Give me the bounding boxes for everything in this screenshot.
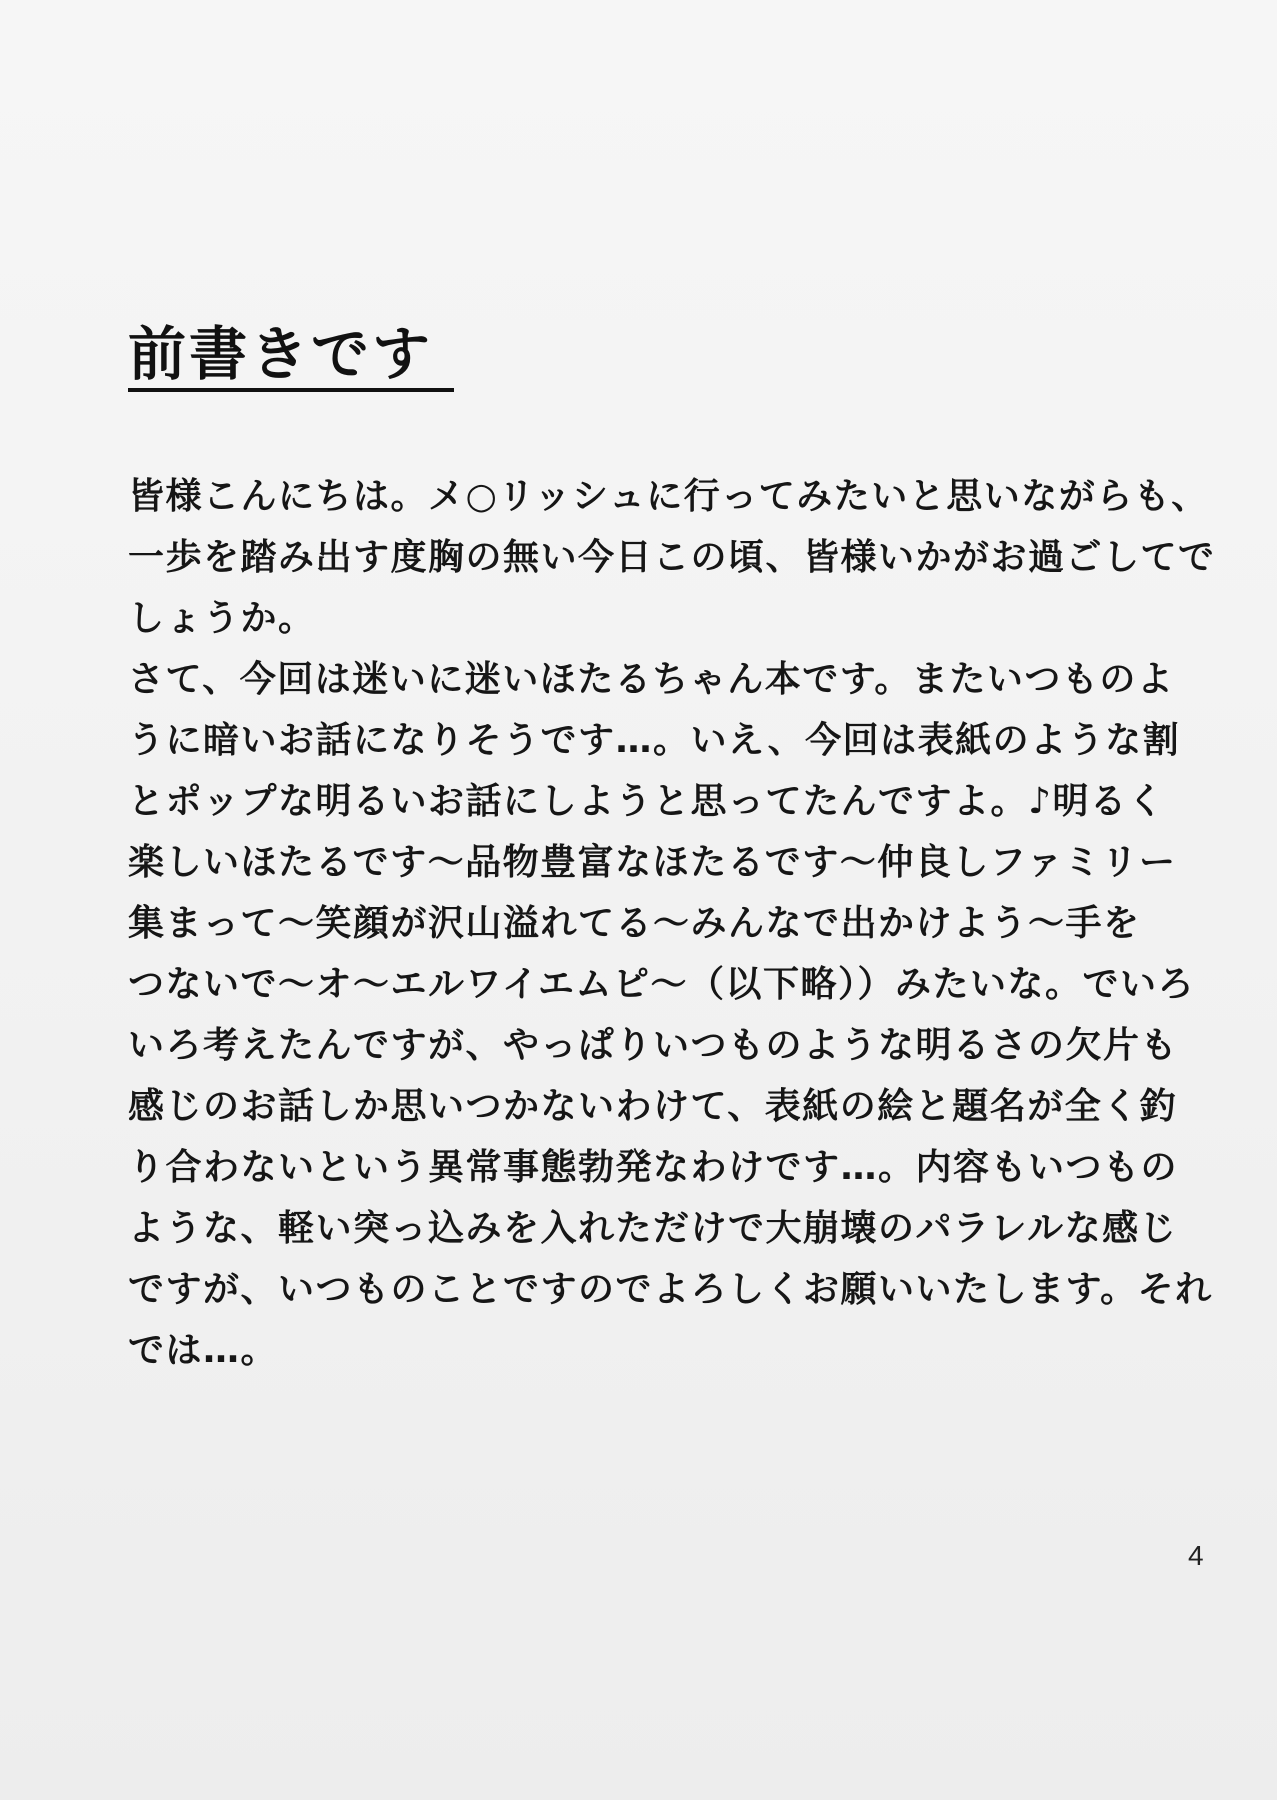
text-line: つないで～オ～エルワイエムピ～（以下略））みたいな。でいろ bbox=[128, 964, 1195, 1005]
text-line: 感じのお話しか思いつかないわけて、表紙の絵と題名が全く釣 bbox=[128, 1086, 1178, 1127]
text-line: いろ考えたんですが、やっぱりいつものような明るさの欠片も bbox=[128, 1025, 1179, 1066]
text-line: では…。 bbox=[128, 1330, 279, 1371]
page-number: 4 bbox=[1188, 1540, 1204, 1571]
text-line: ような、軽い突っ込みを入れただけで大崩壊のパラレルな感じ bbox=[128, 1208, 1178, 1249]
text-line: り合わないという異常事態勃発なわけです…。内容もいつもの bbox=[128, 1147, 1179, 1188]
body-text bbox=[128, 466, 1216, 1381]
text-line: 一歩を踏み出す度胸の無い今日この頃、皆様いかがお過ごしてで bbox=[128, 537, 1216, 578]
text-line: とポップな明るいお話にしようと思ってたんですよ。♪明るく bbox=[128, 781, 1165, 822]
text-line: うに暗いお話になりそうです…。いえ、今回は表紙のような割 bbox=[128, 720, 1181, 761]
text-line: さて、今回は迷いに迷いほたるちゃん本です。またいつものよ bbox=[128, 659, 1175, 700]
text-line: しょうか。 bbox=[128, 598, 316, 639]
text-line: 皆様こんにちは。メ○リッシュに行ってみたいと思いながらも、 bbox=[128, 476, 1209, 517]
text-line: 集まって～笑顔が沢山溢れてる～みんなで出かけよう～手を bbox=[128, 903, 1141, 944]
text-line: ですが、いつものことですのでよろしくお願いいたします。それ bbox=[128, 1269, 1213, 1310]
text-line: 楽しいほたるです～品物豊富なほたるです～仲良しファミリー bbox=[128, 842, 1177, 883]
heading-underline bbox=[128, 388, 454, 392]
page-heading: 前書きです bbox=[128, 320, 434, 388]
